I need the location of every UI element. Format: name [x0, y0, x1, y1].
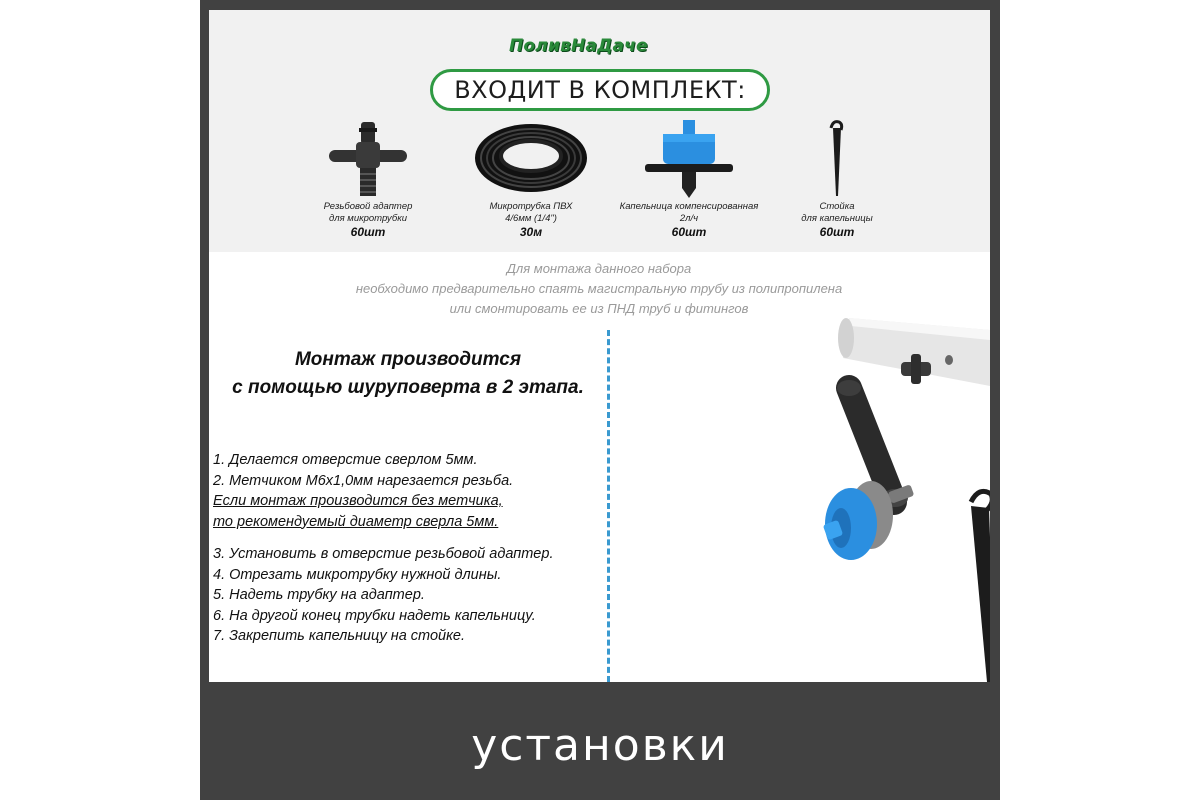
- product-name: Стойка для капельницы: [801, 201, 873, 224]
- stake-icon: [762, 118, 912, 198]
- brand-logo: ПоливНаДаче: [509, 36, 648, 56]
- step-item: 7. Закрепить капельницу на стойке.: [213, 628, 466, 644]
- product-name: Микротрубка ПВХ 4/6мм (1/4"): [489, 201, 573, 224]
- threaded-adapter-icon: [293, 118, 443, 198]
- step-item: 1. Делается отверстие сверлом 5мм.: [213, 452, 478, 468]
- footer-title: установки: [471, 719, 729, 771]
- product-qty: 60шт: [671, 225, 707, 239]
- product-qty: 60шт: [350, 225, 386, 239]
- micro-tube-coil-icon: [456, 118, 606, 198]
- kit-title: ВХОДИТ В КОМПЛЕКТ:: [430, 69, 770, 111]
- product-micro-tube: [456, 118, 606, 239]
- installation-note: Для монтажа данного набора необходимо предварительно спаять магистральную трубу из полипропилена или смонтировать ее из ПНД труб и фитингов: [355, 261, 843, 316]
- instruction-card: [209, 10, 990, 682]
- step-item: 4. Отрезать микротрубку нужной длины.: [213, 566, 502, 583]
- product-qty: 30м: [519, 225, 543, 239]
- product-stake: [762, 118, 912, 239]
- product-qty: 60шт: [819, 225, 855, 239]
- dripper-icon: [823, 481, 915, 560]
- step-item: 6. На другой конец трубки надеть капельницу.: [213, 607, 536, 624]
- dripper-icon: [614, 118, 764, 198]
- stake-icon: [971, 491, 990, 682]
- product-name: Капельница компенсированная 2л/ч: [619, 201, 759, 224]
- tap-note: то рекомендуемый диаметр сверла 5мм.: [213, 513, 499, 530]
- column-divider: [607, 330, 610, 682]
- mount-heading: Монтаж производится с помощью шуруповерта в 2 этапа.: [232, 349, 584, 398]
- product-threaded-adapter: [293, 118, 443, 239]
- step-item: 3. Установить в отверстие резьбовой адаптер.: [213, 546, 554, 562]
- step-item: 2. Метчиком М6х1,0мм нарезается резьба.: [213, 472, 514, 489]
- mount-steps: [213, 450, 603, 647]
- assembly-illustration: [619, 310, 990, 682]
- tap-note: Если монтаж производится без метчика,: [213, 493, 503, 509]
- product-dripper: [614, 118, 764, 239]
- product-name: Резьбовой адаптер для микротрубки: [323, 201, 413, 224]
- step-item: 5. Надеть трубку на адаптер.: [213, 587, 425, 603]
